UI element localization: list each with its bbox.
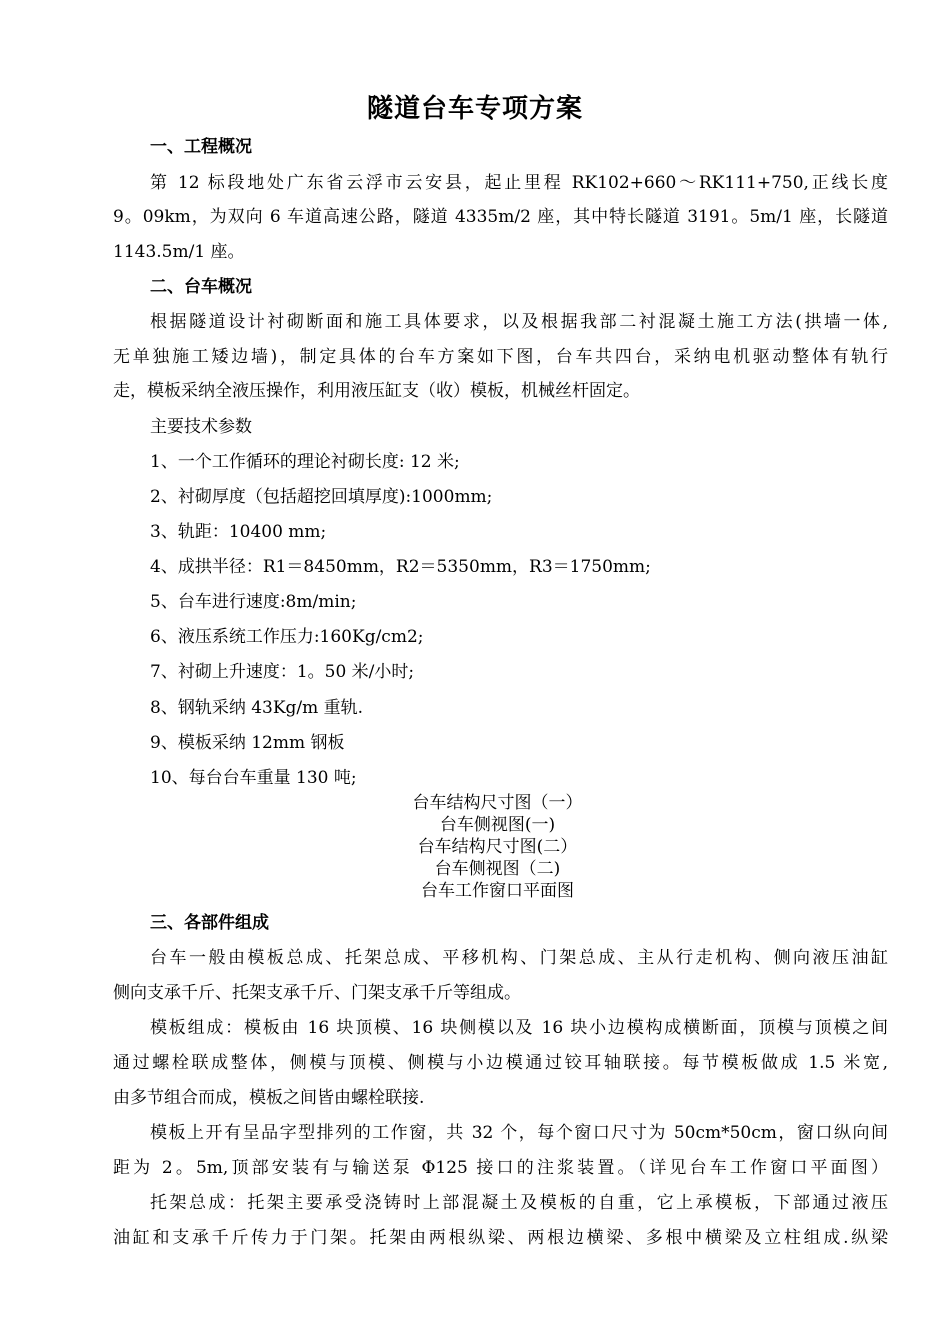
- figure-caption: 台车工作窗口平面图: [421, 881, 574, 901]
- paragraph-line: 第 12 标段地处广东省云浮市云安县，起止里程 RK102+660～RK111+750,正线长度: [150, 173, 888, 193]
- params-title: 主要技术参数: [150, 417, 252, 437]
- param-item: 6、液压系统工作压力:160Kg/cm2;: [150, 627, 424, 647]
- param-item: 4、成拱半径：R1＝8450mm，R2＝5350mm，R3＝1750mm;: [150, 557, 651, 577]
- figure-caption: 台车侧视图（二): [434, 859, 561, 879]
- paragraph-line: 由多节组合而成，模板之间皆由螺栓联接.: [113, 1088, 425, 1108]
- paragraph-line: 根据隧道设计衬砌断面和施工具体要求，以及根据我部二衬混凝土施工方法(拱墙一体,: [150, 312, 888, 332]
- param-item: 8、钢轨采纳 43Kg/m 重轨.: [150, 698, 364, 718]
- paragraph-line: 模板上开有呈品字型排列的工作窗，共 32 个，每个窗口尺寸为 50cm*50cm，窗口纵向间: [150, 1123, 888, 1143]
- paragraph-line: 油缸和支承千斤传力于门架。托架由两根纵梁、两根边横梁、多根中横梁及立柱组成.纵梁: [113, 1228, 888, 1248]
- paragraph-line: 9。09km，为双向 6 车道高速公路，隧道 4335m/2 座，其中特长隧道 3191。5m/1 座，长隧道: [113, 207, 888, 227]
- paragraph-line: 通过螺栓联成整体，侧模与顶模、侧模与小边模通过铰耳轴联接。每节模板做成 1.5 米宽,: [113, 1053, 888, 1073]
- section-heading-3: 三、各部件组成: [150, 913, 269, 933]
- param-item: 10、每台台车重量 130 吨;: [150, 768, 357, 788]
- section-heading-2: 二、台车概况: [150, 277, 252, 297]
- paragraph-line: 托架总成：托架主要承受浇铸时上部混凝土及模板的自重，它上承模板，下部通过液压: [150, 1193, 888, 1213]
- figure-caption: 台车结构尺寸图(二）: [417, 837, 578, 857]
- paragraph-line: 侧向支承千斤、托架支承千斤、门架支承千斤等组成。: [113, 983, 521, 1003]
- paragraph-line: 无单独施工矮边墙)，制定具体的台车方案如下图，台车共四台，采纳电机驱动整体有轨行: [113, 347, 888, 367]
- param-item: 5、台车进行速度:8m/min;: [150, 592, 357, 612]
- param-item: 1、一个工作循环的理论衬砌长度: 12 米;: [150, 452, 460, 472]
- figure-caption: 台车侧视图(一): [439, 815, 556, 835]
- paragraph-line: 走，模板采纳全液压操作，利用液压缸支（收）模板，机械丝杆固定。: [113, 381, 640, 401]
- param-item: 2、衬砌厚度（包括超挖回填厚度):1000mm;: [150, 487, 493, 507]
- section-heading-1: 一、工程概况: [150, 137, 252, 157]
- param-item: 9、模板采纳 12mm 钢板: [150, 733, 345, 753]
- param-item: 3、轨距：10400 mm;: [150, 522, 327, 542]
- param-item: 7、衬砌上升速度：1。50 米/小时;: [150, 662, 415, 682]
- document-title: 隧道台车专项方案: [366, 94, 583, 124]
- paragraph-line: 1143.5m/1 座。: [113, 242, 245, 262]
- paragraph-line: 距为 2。5m,顶部安装有与输送泵 Φ125 接口的注浆装置。（详见台车工作窗口平面图）: [113, 1158, 888, 1178]
- figure-caption: 台车结构尺寸图（一）: [412, 793, 583, 813]
- paragraph-line: 台车一般由模板总成、托架总成、平移机构、门架总成、主从行走机构、侧向液压油缸: [150, 948, 888, 968]
- paragraph-line: 模板组成：模板由 16 块顶模、16 块侧模以及 16 块小边模构成横断面，顶模与顶模之间: [150, 1018, 888, 1038]
